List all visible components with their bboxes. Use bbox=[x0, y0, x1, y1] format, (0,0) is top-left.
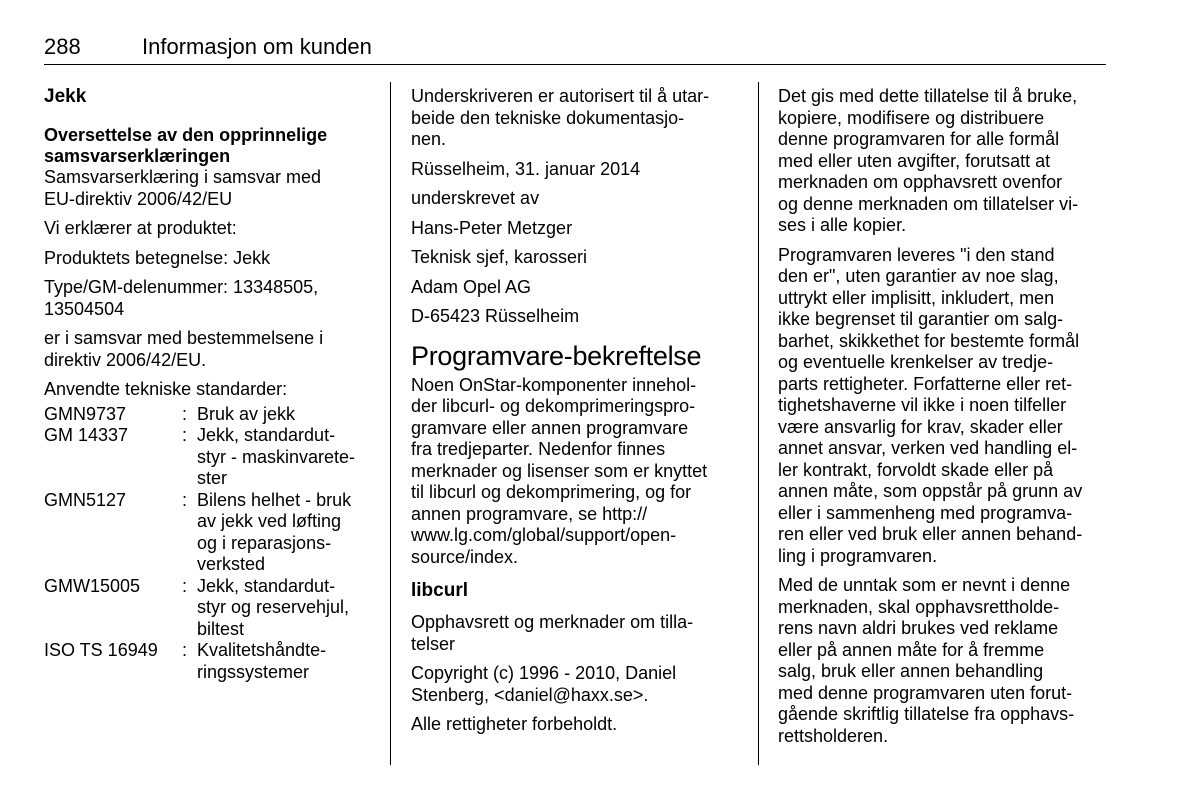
text-line: barhet, skikkethet for bestemte formål bbox=[778, 330, 1080, 351]
text-line: ster bbox=[197, 468, 228, 488]
text-line: til libcurl og dekomprimering, og for bbox=[411, 482, 692, 502]
text-line: 13504504 bbox=[44, 298, 125, 319]
text-line: styr og reservehjul, bbox=[197, 597, 350, 617]
text-line: nen. bbox=[411, 129, 447, 149]
text-line: Stenberg, <daniel@haxx.se>. bbox=[411, 684, 649, 705]
standard-code: GMN5127 bbox=[44, 489, 127, 510]
text-line: denne programvaren for alle formål bbox=[778, 129, 1060, 149]
text-line: annet ansvar, verken ved handling el- bbox=[778, 438, 1078, 458]
text-line: være ansvarlig for krav, skader eller bbox=[778, 416, 1063, 437]
text-line: Jekk, standardut- bbox=[197, 575, 336, 596]
text-line: med eller uten avgifter, forutsatt at bbox=[778, 150, 1051, 171]
paragraph bbox=[411, 663, 747, 706]
subheading-line: Oversettelse av den opprinnelige bbox=[44, 125, 328, 145]
text-line: Samsvarserklæring i samsvar med bbox=[44, 167, 322, 187]
paragraph: Teknisk sjef, karosseri bbox=[411, 247, 588, 267]
paragraph: Adam Opel AG bbox=[411, 276, 532, 297]
text-line: merknaden om opphavsrett ovenfor bbox=[778, 172, 1063, 192]
paragraph: Produktets betegnelse: Jekk bbox=[44, 247, 271, 268]
text-line: og eventuelle krenkelser av tredje- bbox=[778, 352, 1054, 372]
text-line: og denne merknaden om tillatelser vi- bbox=[778, 193, 1079, 214]
paragraph: Anvendte tekniske standarder: bbox=[44, 379, 288, 399]
subheading-translation bbox=[44, 125, 370, 167]
text-line: Noen OnStar-komponenter innehol- bbox=[411, 374, 697, 395]
section-heading-jekk: Jekk bbox=[44, 86, 87, 107]
standards-table bbox=[44, 404, 355, 684]
text-line: EU-direktiv 2006/42/EU bbox=[44, 188, 233, 209]
column-3 bbox=[778, 86, 1108, 755]
text-line: source/index. bbox=[411, 546, 519, 567]
column-1 bbox=[44, 86, 370, 683]
paragraph bbox=[44, 277, 370, 320]
paragraph: Vi erklærer at produktet: bbox=[44, 218, 237, 238]
text-line: ling i programvaren. bbox=[778, 545, 938, 566]
colon: : bbox=[182, 640, 188, 660]
text-line: Type/GM-delenummer: 13348505, bbox=[44, 277, 319, 297]
text-line: gående skriftlig tillatelse fra opphavs- bbox=[778, 704, 1075, 724]
text-line: tighetshaverne vil ikke i noen tilfeller bbox=[778, 395, 1067, 415]
paragraph: Rüsselheim, 31. januar 2014 bbox=[411, 158, 641, 179]
paragraph bbox=[44, 328, 370, 371]
paragraph: Alle rettigheter forbeholdt. bbox=[411, 714, 618, 734]
colon: : bbox=[182, 425, 188, 445]
paragraph bbox=[778, 575, 1108, 747]
text-line: ren eller ved bruk eller annen behand- bbox=[778, 524, 1083, 544]
colon: : bbox=[182, 575, 188, 596]
column-divider-1 bbox=[390, 82, 391, 765]
table-row bbox=[44, 576, 355, 641]
text-line: salg, bruk eller annen behandling bbox=[778, 661, 1044, 681]
text-line: merknaden, skal opphavsrettholde- bbox=[778, 596, 1060, 617]
standard-description bbox=[197, 640, 355, 683]
text-line: av jekk ved løfting bbox=[197, 511, 342, 531]
colon: : bbox=[182, 403, 188, 424]
text-line: fra tredjeparter. Nedenfor finnes bbox=[411, 439, 666, 459]
text-line: beide den tekniske dokumentasjo- bbox=[411, 107, 685, 128]
standard-description bbox=[197, 576, 355, 641]
page-title: Informasjon om kunden bbox=[142, 34, 372, 59]
subsection-libcurl: libcurl bbox=[411, 580, 469, 601]
table-row bbox=[44, 640, 355, 683]
paragraph bbox=[44, 167, 370, 210]
text-line: Opphavsrett og merknader om tilla- bbox=[411, 612, 694, 632]
standard-description bbox=[197, 425, 355, 490]
standard-description bbox=[197, 404, 355, 426]
text-line: ikke begrenset til garantier om salg- bbox=[778, 309, 1064, 329]
text-line: eller i sammenheng med programva- bbox=[778, 502, 1073, 523]
section-title-software: Programvare-bekreftelse bbox=[411, 340, 702, 371]
text-line: annen måte, som oppstår på grunn av bbox=[778, 481, 1083, 501]
text-line: ler kontrakt, forvoldt skade eller på bbox=[778, 459, 1054, 480]
text-line: uttrykt eller implisitt, inkludert, men bbox=[778, 287, 1055, 308]
text-line: der libcurl- og dekomprimeringspro- bbox=[411, 396, 696, 416]
paragraph bbox=[778, 86, 1108, 237]
text-line: ses i alle kopier. bbox=[778, 215, 907, 235]
paragraph: underskrevet av bbox=[411, 188, 540, 208]
text-line: ringssystemer bbox=[197, 661, 310, 682]
table-row bbox=[44, 404, 355, 426]
text-line: gramvare eller annen programvare bbox=[411, 417, 689, 438]
text-line: er i samsvar med bestemmelsene i bbox=[44, 328, 324, 348]
text-line: verksted bbox=[197, 554, 266, 574]
text-line: Det gis med dette tillatelse til å bruke, bbox=[778, 86, 1078, 106]
paragraph bbox=[411, 375, 747, 569]
text-line: biltest bbox=[197, 618, 245, 639]
column-divider-2 bbox=[758, 82, 759, 765]
text-line: styr - maskinvarete- bbox=[197, 446, 356, 467]
colon: : bbox=[182, 489, 188, 510]
paragraph: Hans-Peter Metzger bbox=[411, 217, 573, 238]
text-line: www.lg.com/global/support/open- bbox=[411, 525, 677, 545]
text-line: den er", uten garantier av noe slag, bbox=[778, 266, 1059, 286]
page-number: 288 bbox=[44, 34, 81, 59]
text-line: Bruk av jekk bbox=[197, 403, 296, 424]
paragraph bbox=[411, 612, 747, 655]
paragraph bbox=[778, 245, 1108, 568]
text-line: kopiere, modifisere og distribuere bbox=[778, 107, 1045, 128]
standard-code: ISO TS 16949 bbox=[44, 640, 158, 660]
table-row bbox=[44, 425, 355, 490]
column-2 bbox=[411, 86, 747, 744]
page-header bbox=[44, 30, 1106, 65]
text-line: Bilens helhet - bruk bbox=[197, 489, 352, 510]
text-line: og i reparasjons- bbox=[197, 532, 332, 553]
text-line: merknader og lisenser som er knyttet bbox=[411, 460, 708, 481]
paragraph bbox=[411, 86, 747, 151]
text-line: rettsholderen. bbox=[778, 725, 889, 746]
text-line: parts rettigheter. Forfatterne eller ret- bbox=[778, 373, 1073, 394]
standard-code: GMN9737 bbox=[44, 403, 127, 424]
text-line: Kvalitetshåndte- bbox=[197, 640, 327, 660]
text-line: Jekk, standardut- bbox=[197, 425, 336, 445]
text-line: direktiv 2006/42/EU. bbox=[44, 349, 207, 370]
paragraph: D-65423 Rüsselheim bbox=[411, 306, 580, 326]
text-line: annen programvare, se http:// bbox=[411, 503, 648, 524]
table-row bbox=[44, 490, 355, 576]
standard-code: GMW15005 bbox=[44, 575, 141, 596]
text-line: med denne programvaren uten forut- bbox=[778, 682, 1073, 703]
text-line: telser bbox=[411, 633, 456, 654]
standard-description bbox=[197, 490, 355, 576]
standard-code: GM 14337 bbox=[44, 425, 129, 445]
text-line: eller på annen måte for å fremme bbox=[778, 639, 1045, 660]
text-line: Programvaren leveres "i den stand bbox=[778, 244, 1055, 265]
text-line: rens navn aldri brukes ved reklame bbox=[778, 618, 1059, 638]
text-line: Copyright (c) 1996 - 2010, Daniel bbox=[411, 663, 677, 683]
subheading-line: samsvarserklæringen bbox=[44, 146, 231, 166]
text-line: Underskriveren er autorisert til å utar- bbox=[411, 86, 710, 106]
text-line: Med de unntak som er nevnt i denne bbox=[778, 575, 1071, 595]
